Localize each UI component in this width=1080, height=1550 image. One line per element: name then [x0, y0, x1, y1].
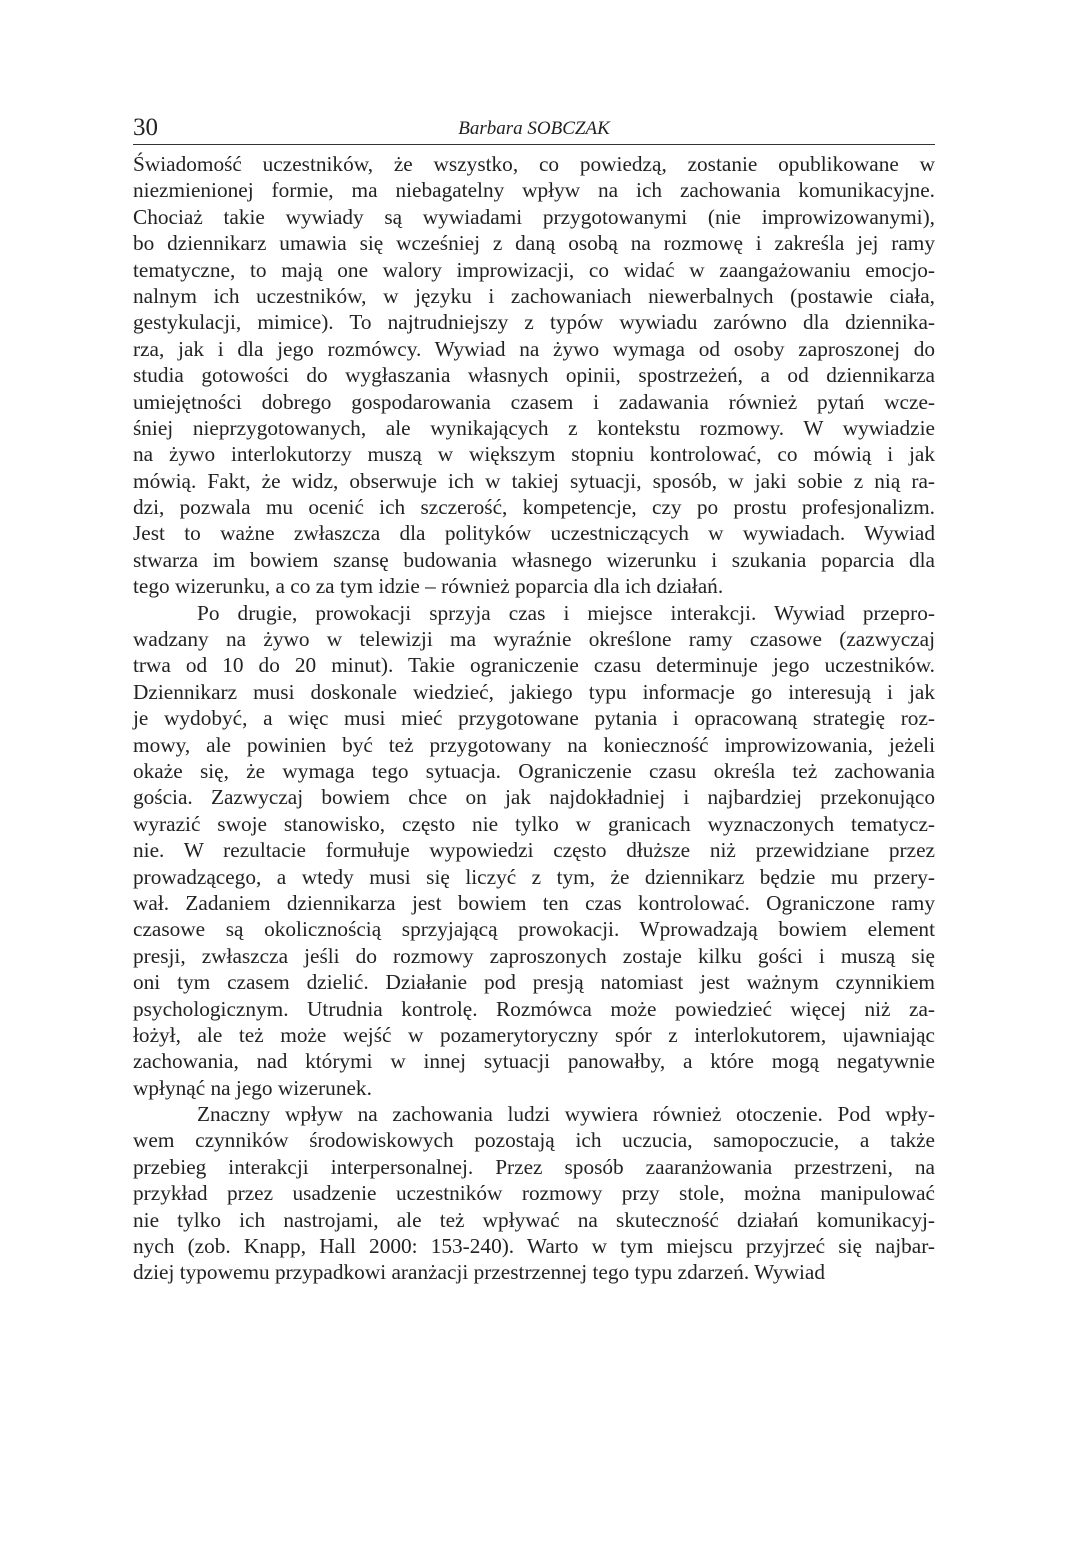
text-line: tego wizerunku, a co za tym idzie – również poparcia dla ich działań.: [133, 574, 724, 599]
text-line: na żywo interlokutorzy muszą w większym stopniu kontrolować, co mówią i jak: [133, 442, 935, 467]
text-line: czasowe są okolicznością sprzyjającą prowokacji. Wprowadzają bowiem element: [133, 917, 935, 942]
text-line: oni tym czasem dzielić. Działanie pod presją natomiast jest ważnym czynnikiem: [133, 970, 935, 995]
text-line: mówią. Fakt, że widz, obserwuje ich w takiej sytuacji, sposób, w jaki sobie z nią ra-: [133, 468, 935, 493]
text-line: prowadzącego, a wtedy musi się liczyć z tym, że dziennikarz będzie mu przery-: [133, 864, 935, 889]
text-line: Dziennikarz musi doskonale wiedzieć, jakiego typu informacje go interesują i jak: [133, 679, 935, 704]
paragraph: [133, 600, 935, 1101]
text-line: Po drugie, prowokacji sprzyja czas i miejsce interakcji. Wywiad przepro-: [197, 600, 935, 625]
text-line: przykład przez usadzenie uczestników rozmowy przy stole, można manipulować: [133, 1181, 935, 1206]
text-line: presji, zwłaszcza jeśli do rozmowy zaproszonych zostaje kilku gości i muszą się: [133, 943, 935, 968]
text-line: łożył, ale też może wejść w pozamerytoryczny spór z interlokutorem, ujawniając: [133, 1022, 935, 1047]
text-line: nalnym ich uczestników, w języku i zachowaniach niewerbalnych (postawie ciała,: [133, 283, 935, 308]
text-line: nie tylko ich nastrojami, ale też wpływać na skuteczność działań komunikacyj-: [133, 1207, 935, 1232]
page: [133, 108, 935, 1286]
text-line: Znaczny wpływ na zachowania ludzi wywiera również otoczenie. Pod wpły-: [197, 1102, 935, 1127]
text-line: wadzany na żywo w telewizji ma wyraźnie określone ramy czasowe (zazwyczaj: [133, 627, 935, 652]
text-line: studia gotowości do wygłaszania własnych opinii, spostrzeżeń, a od dziennikarza: [133, 363, 935, 388]
body-text: [133, 151, 935, 1286]
text-line: wyrazić swoje stanowisko, często nie tylko w granicach wyznaczonych tematycz-: [133, 811, 935, 836]
page-number: 30: [133, 114, 158, 141]
text-line: umiejętności dobrego gospodarowania czasem i zadawania również pytań wcze-: [133, 389, 935, 414]
text-line: trwa od 10 do 20 minut). Takie ograniczenie czasu determinuje jego uczestników.: [133, 653, 935, 678]
text-line: nie. W rezultacie formułuje wypowiedzi często dłuższe niż przewidziane przez: [133, 838, 935, 863]
text-line: wem czynników środowiskowych pozostają ich uczucia, samopoczucie, a także: [133, 1128, 935, 1153]
text-line: zachowania, nad którymi w innej sytuacji panowałby, a które mogą negatywnie: [133, 1049, 935, 1074]
text-line: gościa. Zazwyczaj bowiem chce on jak najdokładniej i najbardziej przekonująco: [133, 785, 935, 810]
text-line: psychologicznym. Utrudnia kontrolę. Rozmówca może powiedzieć więcej niż za-: [133, 996, 935, 1021]
text-line: tematyczne, to mają one walory improwizacji, co widać w zaangażowaniu emocjo-: [133, 257, 935, 282]
text-line: niezmienionej formie, ma niebagatelny wpływ na ich zachowania komunikacyjne.: [133, 178, 935, 203]
running-title-author: Barbara SOBCZAK: [458, 118, 610, 139]
text-line: gestykulacji, mimice). To najtrudniejszy z typów wywiadu zarówno dla dziennika-: [133, 310, 935, 335]
text-line: przebieg interakcji interpersonalnej. Przez sposób zaaranżowania przestrzeni, na: [133, 1154, 935, 1179]
text-line: wpłynąć na jego wizerunek.: [133, 1075, 372, 1100]
text-line: okaże się, że wymaga tego sytuacja. Ograniczenie czasu określa też zachowania: [133, 758, 935, 783]
text-line: je wydobyć, a więc musi mieć przygotowane pytania i opracowaną strategię roz-: [133, 706, 935, 731]
text-line: nych (zob. Knapp, Hall 2000: 153-240). Warto w tym miejscu przyjrzeć się najbar-: [133, 1234, 935, 1259]
text-line: rza, jak i dla jego rozmówcy. Wywiad na żywo wymaga od osoby zaproszonej do: [133, 336, 935, 361]
text-line: Chociaż takie wywiady są wywiadami przygotowanymi (nie improwizowanymi),: [133, 204, 935, 229]
text-line: stwarza im bowiem szansę budowania własnego wizerunku i szukania poparcia dla: [133, 547, 935, 572]
running-header: [133, 108, 935, 145]
text-line: bo dziennikarz umawia się wcześniej z daną osobą na rozmowę i zakreśla jej ramy: [133, 231, 935, 256]
text-line: Świadomość uczestników, że wszystko, co powiedzą, zostanie opublikowane w: [133, 152, 935, 176]
text-line: mowy, ale powinien być też przygotowany na konieczność improwizowania, jeżeli: [133, 732, 935, 757]
text-line: Jest to ważne zwłaszcza dla polityków uczestniczących w wywiadach. Wywiad: [133, 521, 935, 546]
text-line: wał. Zadaniem dziennikarza jest bowiem ten czas kontrolować. Ograniczone ramy: [133, 890, 935, 915]
text-line: śniej nieprzygotowanych, ale wynikających z kontekstu rozmowy. W wywiadzie: [133, 415, 935, 440]
text-line: dzi, pozwala mu ocenić ich szczerość, kompetencje, czy po prostu profesjonalizm.: [133, 495, 935, 520]
paragraph: [133, 1101, 935, 1286]
text-line: dziej typowemu przypadkowi aranżacji przestrzennej tego typu zdarzeń. Wywiad: [133, 1260, 825, 1285]
paragraph: [133, 151, 935, 600]
